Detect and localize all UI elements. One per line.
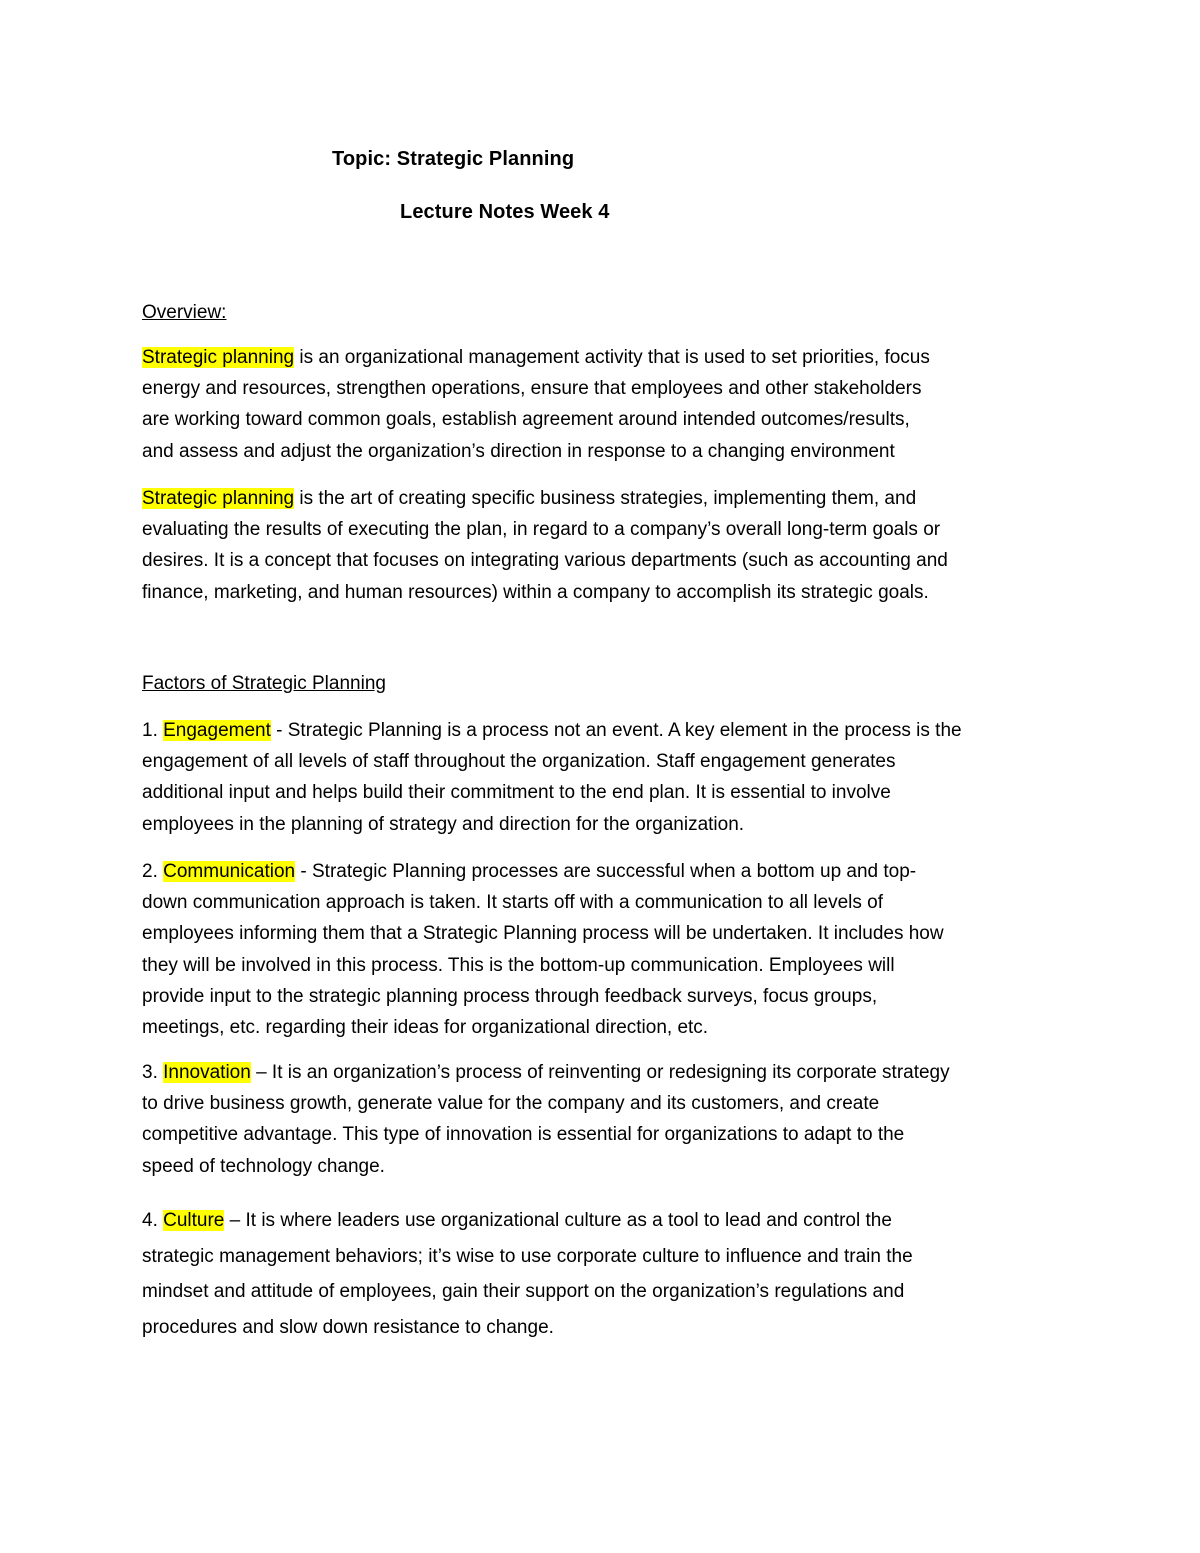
factors-heading: Factors of Strategic Planning [142,673,386,694]
factor-item [142,1203,1072,1345]
paragraph-line: are working toward common goals, establish agreement around intended outcomes/results, [142,409,910,431]
paragraph-line [142,342,1072,373]
paragraph-line: evaluating the results of executing the plan, in regard to a company’s overall long-term goals or [142,519,941,541]
paragraph-text: - Strategic Planning processes are successful when a bottom up and top- [295,861,917,882]
highlighted-term: Strategic planning [142,347,295,368]
overview-heading: Overview: [142,302,227,323]
paragraph-line: employees informing them that a Strategic Planning process will be undertaken. It includes how [142,923,944,945]
paragraph-text: – It is an organization’s process of reinventing or redesigning its corporate strategy [250,1062,950,1083]
paragraph-line [142,483,1072,514]
paragraph-line [142,1203,1072,1239]
paragraph-line: and assess and adjust the organization’s direction in response to a changing environment [142,440,895,462]
document-subtitle: Lecture Notes Week 4 [400,201,610,223]
highlighted-term: Culture [163,1210,225,1231]
paragraph-line: desires. It is a concept that focuses on integrating various departments (such as accounting and [142,550,948,572]
factor-number: 4. [142,1210,164,1231]
paragraph-line: competitive advantage. This type of innovation is essential for organizations to adapt to the [142,1124,905,1146]
factor-item [142,856,1072,1043]
factor-item [142,1057,1072,1182]
factor-number: 2. [142,861,164,882]
paragraph-line: down communication approach is taken. It starts off with a communication to all levels of [142,892,884,914]
paragraph-line [142,856,1072,887]
paragraph-line: finance, marketing, and human resources) within a company to accomplish its strategic goals. [142,581,929,603]
highlighted-term: Innovation [163,1062,251,1083]
paragraph-line: employees in the planning of strategy and direction for the organization. [142,813,745,835]
paragraph-line: provide input to the strategic planning process through feedback surveys, focus groups, [142,985,878,1007]
overview-paragraph [142,483,1072,608]
paragraph-line: energy and resources, strengthen operations, ensure that employees and other stakeholders [142,378,922,400]
paragraph-text: is an organizational management activity that is used to set priorities, focus [294,347,930,368]
document-title: Topic: Strategic Planning [332,148,575,170]
paragraph-text: - Strategic Planning is a process not an event. A key element in the process is the [270,720,962,741]
overview-paragraph [142,342,1072,467]
highlighted-term: Strategic planning [142,488,295,509]
paragraph-line [142,1057,1072,1088]
factor-item [142,715,1072,840]
paragraph-text: – It is where leaders use organizational culture as a tool to lead and control the [224,1210,892,1231]
paragraph-line: mindset and attitude of employees, gain their support on the organization’s regulations and [142,1281,905,1302]
paragraph-line: they will be involved in this process. This is the bottom-up communication. Employees will [142,954,895,976]
paragraph-line: additional input and helps build their commitment to the end plan. It is essential to involve [142,782,891,804]
paragraph-line: strategic management behaviors; it’s wise to use corporate culture to influence and train the [142,1245,913,1267]
highlighted-term: Engagement [163,720,271,741]
paragraph-text: is the art of creating specific business strategies, implementing them, and [294,488,917,509]
paragraph-line: to drive business growth, generate value for the company and its customers, and create [142,1093,880,1115]
paragraph-line: procedures and slow down resistance to change. [142,1316,554,1338]
factor-number: 1. [142,720,164,741]
paragraph-line: engagement of all levels of staff throughout the organization. Staff engagement generates [142,751,896,773]
highlighted-term: Communication [163,861,296,882]
paragraph-line: speed of technology change. [142,1155,385,1177]
paragraph-line [142,715,1072,746]
factor-number: 3. [142,1062,164,1083]
paragraph-line: meetings, etc. regarding their ideas for organizational direction, etc. [142,1017,709,1039]
